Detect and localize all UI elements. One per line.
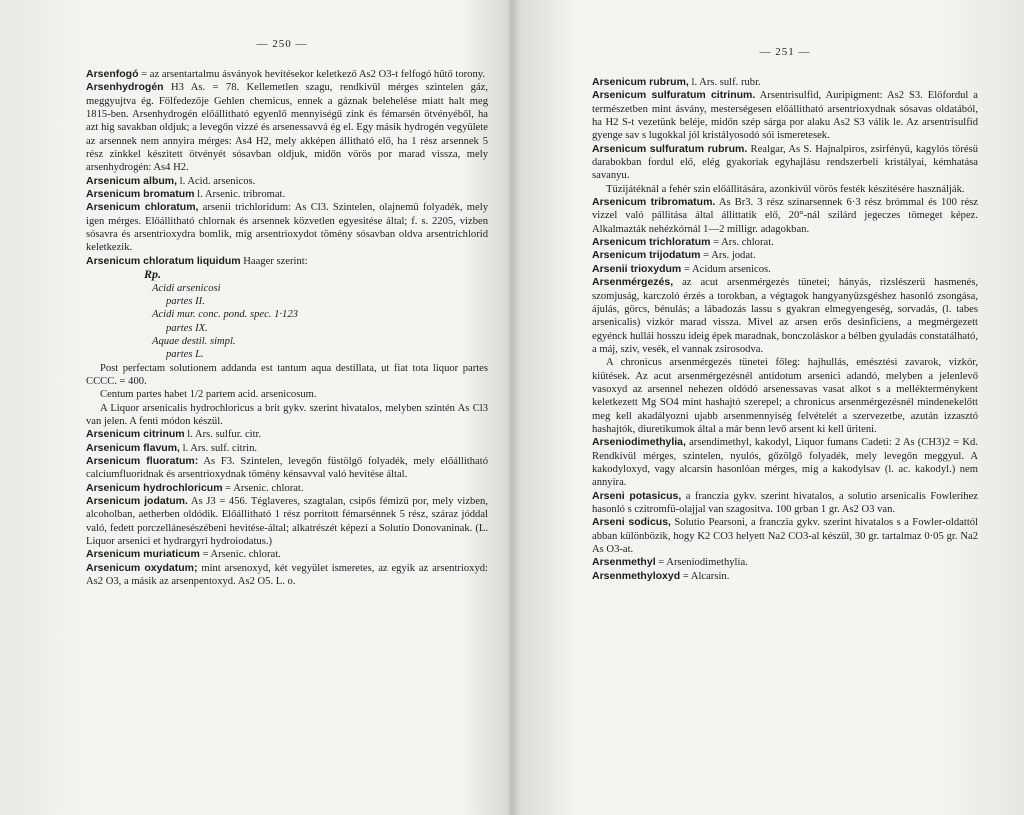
- entry-headword: Arsenmérgezés,: [592, 276, 674, 289]
- dictionary-entry: [592, 196, 978, 236]
- entry-text: = Ars. chlorat.: [710, 237, 774, 249]
- entry-headword: Arsenicum hydrochloricum: [86, 481, 223, 494]
- entry-headword: Arsenii trioxydum: [592, 262, 682, 275]
- dictionary-entry: [592, 490, 978, 517]
- entry-headword: Arsenhydrogén: [86, 81, 164, 94]
- entry-text: As F3. Szintelen, levegőn füstölgő folyadék, mely előállitható calciumfluoridnak és arsentrioxydnak tömény kénsavval való hevitése által.: [86, 455, 488, 481]
- entry-headword: Arsenicum trichloratum: [592, 236, 711, 249]
- entry-headword: Arsenicum tribromatum.: [592, 196, 716, 209]
- entry-headword: Arsenicum jodatum.: [86, 495, 188, 507]
- dictionary-entry: [86, 548, 488, 561]
- entry-headword: Arsenicum rubrum,: [592, 76, 689, 88]
- recipe-title: Rp.: [144, 267, 162, 282]
- entry-text: mint arsenoxyd, két vegyület ismeretes, az egyik az arsentrioxyd: As2 O3, a másik az arsenpentoxyd. As2 O5. L. o.: [86, 562, 489, 588]
- paragraph: A Liquor arsenicalis hydrochloricus a brit gykv. szerint hivatalos, melyben szintén As Cl3 van jelen. A fenti módon készül.: [86, 402, 488, 427]
- dictionary-entry: [592, 263, 978, 276]
- entry-text: As Br3. 3 rész szinarsennek 6·3 rész brómmal és 100 rész vizzel való pállitása által állittatik elő, 20°-nál szilárd jegeczes tömeget képez. Alkalmazták nehézkórnál 1—2 milligr. adagokban.: [592, 197, 978, 235]
- page-number: — 251 —: [759, 46, 811, 58]
- entry-headword: Arsenicum chloratum liquidum: [86, 254, 241, 267]
- recipe-line: Aquae destil. simpl.: [152, 335, 236, 347]
- dictionary-entry: [592, 143, 978, 183]
- recipe-line: Acidi arsenicosi: [152, 282, 221, 294]
- entry-list: [592, 196, 978, 356]
- dictionary-entry: [86, 81, 488, 174]
- entry-headword: Arsenicum flavum,: [86, 441, 180, 454]
- entry-headword: Arsenicum oxydatum;: [86, 561, 198, 574]
- entry-text: = Arsenic. chlorat.: [199, 549, 281, 561]
- dictionary-entry: [592, 570, 978, 583]
- dictionary-entry: [86, 428, 488, 441]
- entry-headword: Arsenmethyloxyd: [592, 569, 681, 582]
- dictionary-entry: [592, 276, 978, 356]
- dictionary-entry: [86, 255, 488, 268]
- dictionary-entry: [592, 76, 978, 89]
- entry-headword: Arsenicum sulfuratum citrinum.: [592, 89, 756, 102]
- recipe-line: Acidi mur. conc. pond. spec. 1·123: [152, 309, 298, 321]
- entry-text: Arsentrisulfid, Auripigment: As2 S3. Előfordul a természetben mint ásvány, mesterségesen előállitható arsentrioxydnak sósavas oldatából, ha H2 S-t vezetünk beléje, midőn szép sárga por alaku As2 S3 válik le. Az arsentrisulfid gyenge sav s lugokkal jól kristályosodó sói ismeretesek.: [592, 90, 978, 142]
- entry-list: [592, 76, 978, 183]
- dictionary-entry: [86, 201, 488, 254]
- dictionary-entry: [86, 188, 488, 201]
- entry-text: arsenii trichloridum: As Cl3. Szintelen, olajnemü folyadék, mely igen mérges. Előállitható chlornak és arsennek közvetlen egyesitése által; f. s. 2205, vizben sósavra és arsentrioxydra bomlik, mig arsentrioxydot tömény sósavban oldva arsentrichlorid keletkezik.: [86, 202, 488, 254]
- entry-headword: Arsenicum muriaticum: [86, 548, 200, 561]
- entry-headword: Arsenicum bromatum: [86, 188, 195, 201]
- entry-text: = az arsentartalmu ásványok hevítésekor keletkező As2 O3-t felfogó hűtő torony.: [138, 69, 486, 80]
- entry-text: Solutio Pearsoni, a franczia gykv. szerint hivatalos s a Fowler-oldattól abban különbözik, hogy K2 CO3 helyett Na2 CO3-al készül, 30 gr. tartalmaz 0·05 gr. Na2 As O3-at.: [592, 517, 978, 556]
- entry-text: l. Arsenic. tribromat.: [194, 189, 286, 201]
- entry-text: l. Ars. sulfur. citr.: [184, 429, 262, 441]
- entry-text: arsendimethyl, kakodyl, Liquor fumans Cadeti: 2 As (CH3)2 = Kd. Rendkivül mérges, szintelen, nyulós, gőzölgő folyadék, mely levegőn meggyul. A kakodyloxyd, vagy alcarsin hasonlóan mérges, mig a kakodylsav (l. ac. kakodyl.) nem annyira.: [592, 437, 978, 489]
- entry-text: = Arseniodimethylia.: [655, 557, 748, 569]
- entry-headword: Arsenicum sulfuratum rubrum.: [592, 142, 748, 155]
- dictionary-entry: [86, 175, 488, 188]
- dictionary-entry: [592, 236, 978, 249]
- entry-headword: Arsenicum album,: [86, 174, 178, 187]
- entry-text: az acut arsenmérgezés tünetei; hányás, rizslészerü hasmenés, szomjuság, karczoló érzés a torokban, a végtagok hangyanyüzsgéshez hasonló zsongása, ájulás, görcs, bénulás; a lábadozás lassu s gyakran elmegyengeség, sorvadás, (l. tabes arsenicalis) vizkór marad vissza. Mivel az arsen erős desinficiens, a megmérgezett egyénck hullái hosszu ideig épek maradnak, bonczoláskor a bélben gyuladás constatálható, a máj, sziv, vesék, el vannak zsirosodva.: [592, 277, 978, 355]
- entry-headword: Arsenicum trijodatum: [592, 249, 701, 262]
- entry-list: [86, 68, 488, 268]
- entry-text: = Ars. jodat.: [700, 250, 756, 262]
- paragraph: Tüzijátéknál a fehér szin előállitására, azonkivül vörös festék készitésére használják.: [606, 183, 965, 195]
- right-page: [512, 0, 1024, 815]
- paragraph: A chronicus arsenmérgezés tünetei főleg: hajhullás, emésztési zavarok, vizkór, kiütések. Az acut arsenmérgezésnél antidotum arsenici adandó, melyben a jelenlevő vasoxyd az arsennel nehezen oldódó arsenessavas vasat alkot s a mellékterménykent keletkezett Mg SO4 mint hashajtó szerepel; a chronicus arsenmérgezésnél mindenekelőtt meg kell akadályozni ujabb arsenmennyiség felvételét a szervezetbe, azután izzasztó hashajtók, diuretikumok által a már benn levő arsent ki kell üriteni.: [592, 357, 978, 435]
- dictionary-entry: [86, 482, 488, 495]
- entry-headword: Arsenmethyl: [592, 556, 656, 569]
- entry-text: As J3 = 456. Téglaveres, szagtalan, csipős fémizü por, mely vizben, alcoholban, aetherben oldódik. Előállitható 1 rész porritott fémarsénnek 5 rész, száraz jóddal való, fedett porczellánesészébeni hevitése-által; alkatrészét képezi a Solutio Donovaninak. (L. Liquor arsenici et hydrargyri hydroiodatus.): [86, 496, 488, 548]
- paragraph: Centum partes habet 1/2 partem acid. arsenicosum.: [100, 389, 317, 401]
- entry-text: Haager szerint:: [240, 255, 308, 267]
- entry-headword: Arseniodimethylia,: [592, 436, 686, 449]
- entry-text: l. Ars. sulf. rubr.: [688, 77, 761, 88]
- entry-text: Realgar, As S. Hajnalpiros, zsirfényü, kagylós törésü darabokban fordul elő, elég gyakoriak egyhajlásu rendszerbeli kristályai, kémhatása savanyu.: [592, 143, 978, 182]
- dictionary-entry: [86, 562, 488, 589]
- entry-text: l. Ars. sulf. citrin.: [179, 442, 258, 454]
- entry-text: H3 As. = 78. Kellemetlen szagu, rendkivül mérges szintelen gáz, meggyujtva ég. Fölfedezője Gehlen chemicus, ennek a gáznak belehelése miatt halt meg 1815-ben. Arsenhydrogén előállitható egyenlő mennyiségű zink és fémarsén ötvényéből, ha azt híg savakban oldjuk; a levegőn vizzé és arsenessavvá ég el. Egy másik hydrogén vegyülete az arsennek nem annyira mérges: As4 H2, mely akképen állitható elő, ha 1 rész arsennek 5 rész zinkkel készitett ötvényét sósavban oldjuk, midőn vörös por marad vissza, mely arsenhydrogén: As4 H2.: [86, 82, 488, 174]
- dictionary-entry: [592, 556, 978, 569]
- entry-headword: Arsenicum chloratum,: [86, 201, 199, 214]
- recipe-line: partes IX.: [166, 322, 208, 334]
- dictionary-entry: [592, 436, 978, 489]
- entry-text: = Arsenic. chlorat.: [222, 482, 304, 494]
- entry-text: a franczia gykv. szerint hivatalos, a solutio arsenicalis Fowlerihez hasonló s czitromfü-olajjal van szagositva. 100 grban 1 gr. As2 O3 van.: [592, 490, 978, 515]
- entry-headword: Arsenicum citrinum: [86, 428, 185, 441]
- dictionary-entry: [86, 495, 488, 548]
- entry-list: [592, 436, 978, 583]
- paragraph: Post perfectam solutionem addanda est tantum aqua destillata, ut fiat tota liquor partes CCCC. = 400.: [86, 362, 488, 387]
- dictionary-entry: [86, 442, 488, 455]
- dictionary-entry: [592, 516, 978, 556]
- page-number: — 250 —: [256, 38, 308, 50]
- dictionary-entry: [86, 68, 488, 81]
- recipe-block: [86, 268, 488, 361]
- entry-list: [86, 428, 488, 588]
- entry-headword: Arsenicum fluoratum:: [86, 454, 199, 467]
- entry-headword: Arsenfogó: [86, 68, 139, 80]
- entry-text: = Acidum arsenicos.: [681, 263, 771, 275]
- entry-text: l. Acid. arsenicos.: [177, 175, 256, 187]
- entry-text: = Alcarsin.: [680, 570, 730, 582]
- recipe-line: partes II.: [166, 295, 205, 307]
- dictionary-entry: [592, 249, 978, 262]
- dictionary-entry: [86, 455, 488, 482]
- entry-headword: Arseni sodicus,: [592, 516, 671, 529]
- dictionary-entry: [592, 89, 978, 142]
- recipe-line: partes L.: [166, 349, 204, 361]
- entry-headword: Arseni potasicus,: [592, 489, 682, 502]
